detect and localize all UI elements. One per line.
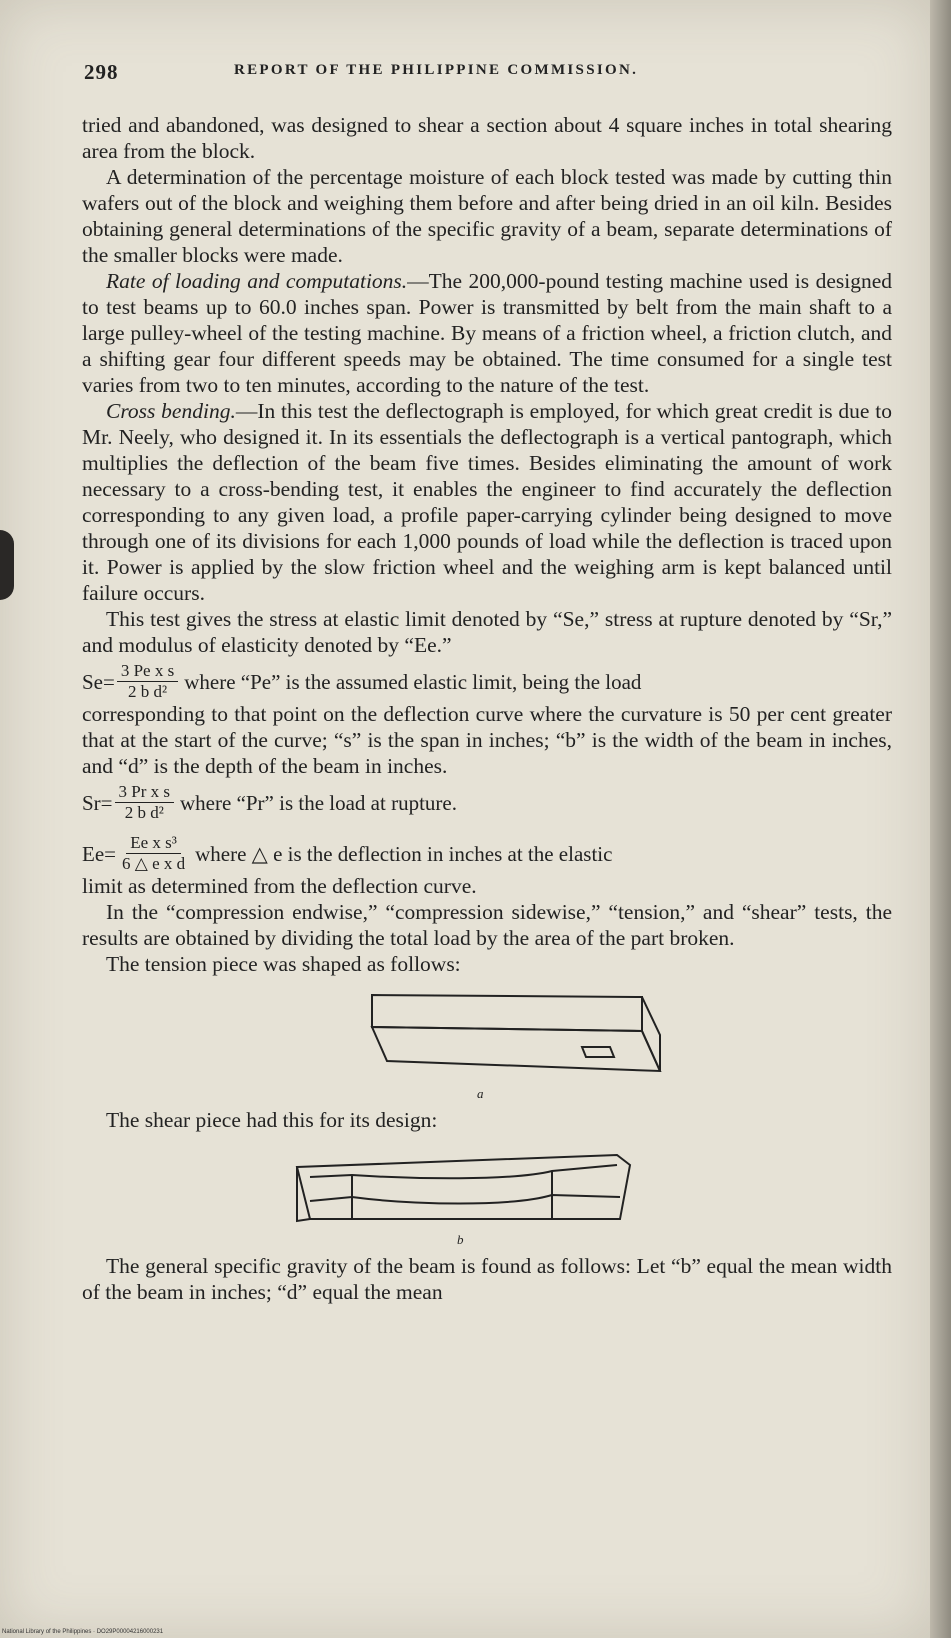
formula-ee-lhs: Ee= bbox=[82, 841, 116, 866]
figure-a-caption: a bbox=[477, 1086, 484, 1101]
formula-ee-numerator: Ee x s³ bbox=[126, 834, 181, 854]
paragraph-4-text: —In this test the deflectograph is employed, for which great credit is due to Mr. Neely, who designed it. In its essentials the deflectograph is a vertical pantograph, which multiplies the deflection of the beam five times. Besides eliminating the amount of work necessary to a cross-bending test, it enables the engineer to find accurately the deflection corresponding to any given load, a profile paper-carrying cylinder being designed to move through one of its divisions for each 1,000 pounds of load while the deflection is traced upon it. Power is applied by the slow friction wheel and the weighing arm is kept balanced until failure occurs. bbox=[82, 399, 892, 605]
shear-piece-drawing bbox=[82, 1139, 892, 1247]
binding-mark bbox=[0, 530, 14, 600]
paragraph-8: In the “compression endwise,” “compression sidewise,” “tension,” and “shear” tests, the results are obtained by dividing the total load by the area of the part broken. bbox=[82, 900, 892, 950]
paragraph-3 bbox=[82, 268, 892, 398]
paragraph-4 bbox=[82, 398, 892, 606]
formula-ee-fraction bbox=[118, 834, 189, 873]
formula-sr bbox=[82, 783, 892, 822]
tension-piece-drawing bbox=[82, 983, 892, 1101]
tension-piece-shear-area bbox=[582, 1047, 614, 1057]
formula-ee-text: where △ e is the deflection in inches at the elastic bbox=[195, 841, 613, 866]
formula-sr-denominator: 2 b d² bbox=[124, 803, 164, 822]
formula-sr-numerator: 3 Pr x s bbox=[115, 783, 174, 803]
figure-b-caption: b bbox=[457, 1232, 464, 1247]
paragraph-6: corresponding to that point on the deflection curve where the curvature is 50 per cent greater that at the start of the curve; “s” is the span in inches; “b” is the width of the beam in inches, and “d” is the depth of the beam in inches. bbox=[82, 702, 892, 778]
tension-piece-end-face bbox=[642, 997, 660, 1071]
paragraph-11: The general specific gravity of the beam is found as follows: Let “b” equal the mean width of the beam in inches; “d” equal the mean bbox=[82, 1254, 892, 1304]
tension-piece-front-face bbox=[372, 1027, 660, 1071]
shear-piece-outline bbox=[297, 1155, 630, 1219]
formula-se-lhs: Se= bbox=[82, 669, 115, 694]
formula-sr-text: where “Pr” is the load at rupture. bbox=[180, 790, 457, 815]
paragraph-5: This test gives the stress at elastic limit denoted by “Se,” stress at rupture denoted by “Sr,” and modulus of elasticity denoted by “Ee.” bbox=[82, 607, 892, 657]
formula-se-text: where “Pe” is the assumed elastic limit, being the load bbox=[184, 669, 642, 694]
formula-sr-fraction bbox=[115, 783, 174, 822]
paragraph-1: tried and abandoned, was designed to shear a section about 4 square inches in total shearing area from the block. bbox=[82, 113, 892, 163]
formula-se-fraction bbox=[117, 662, 178, 701]
shear-piece-top-waist bbox=[310, 1165, 617, 1178]
formula-se bbox=[82, 662, 892, 701]
page-header bbox=[84, 60, 866, 90]
formula-ee bbox=[82, 834, 892, 873]
page-edge-shadow bbox=[930, 0, 951, 1638]
figure-shear-piece bbox=[82, 1139, 892, 1247]
paragraph-3-lead: Rate of loading and computations. bbox=[106, 269, 408, 293]
formula-sr-lhs: Sr= bbox=[82, 790, 113, 815]
formula-se-denominator: 2 b d² bbox=[127, 682, 168, 701]
paragraph-4-lead: Cross bending. bbox=[106, 399, 236, 423]
running-title: REPORT OF THE PHILIPPINE COMMISSION. bbox=[234, 62, 639, 78]
shear-piece-bottom-waist bbox=[310, 1195, 620, 1204]
tension-piece-top-face bbox=[372, 995, 642, 1031]
page-body bbox=[82, 112, 892, 1305]
library-credit: National Library of the Philippines · DO29P00004216000231 bbox=[2, 1629, 164, 1635]
figure-tension-piece bbox=[82, 983, 892, 1101]
paragraph-7: limit as determined from the deflection curve. bbox=[82, 874, 477, 898]
paragraph-10: The shear piece had this for its design: bbox=[106, 1108, 438, 1132]
paragraph-9: The tension piece was shaped as follows: bbox=[106, 952, 461, 976]
paragraph-2: A determination of the percentage moisture of each block tested was made by cutting thin wafers out of the block and weighing them before and after being dried in an oil kiln. Besides obtaining general determinations of the specific gravity of a beam, separate determinations of the smaller blocks were made. bbox=[82, 165, 892, 267]
page-number: 298 bbox=[84, 60, 119, 84]
formula-se-numerator: 3 Pe x s bbox=[117, 662, 178, 682]
paragraph-3-text: —The 200,000-pound testing machine used is designed to test beams up to 60.0 inches span. Power is transmitted by belt from the main shaft to a large pulley-wheel of the testing machine. By means of a friction wheel, a friction clutch, and a shifting gear four different speeds may be obtained. The time consumed for a single test varies from two to ten minutes, according to the nature of the test. bbox=[82, 269, 892, 397]
formula-ee-denominator: 6 △ e x d bbox=[122, 854, 186, 873]
